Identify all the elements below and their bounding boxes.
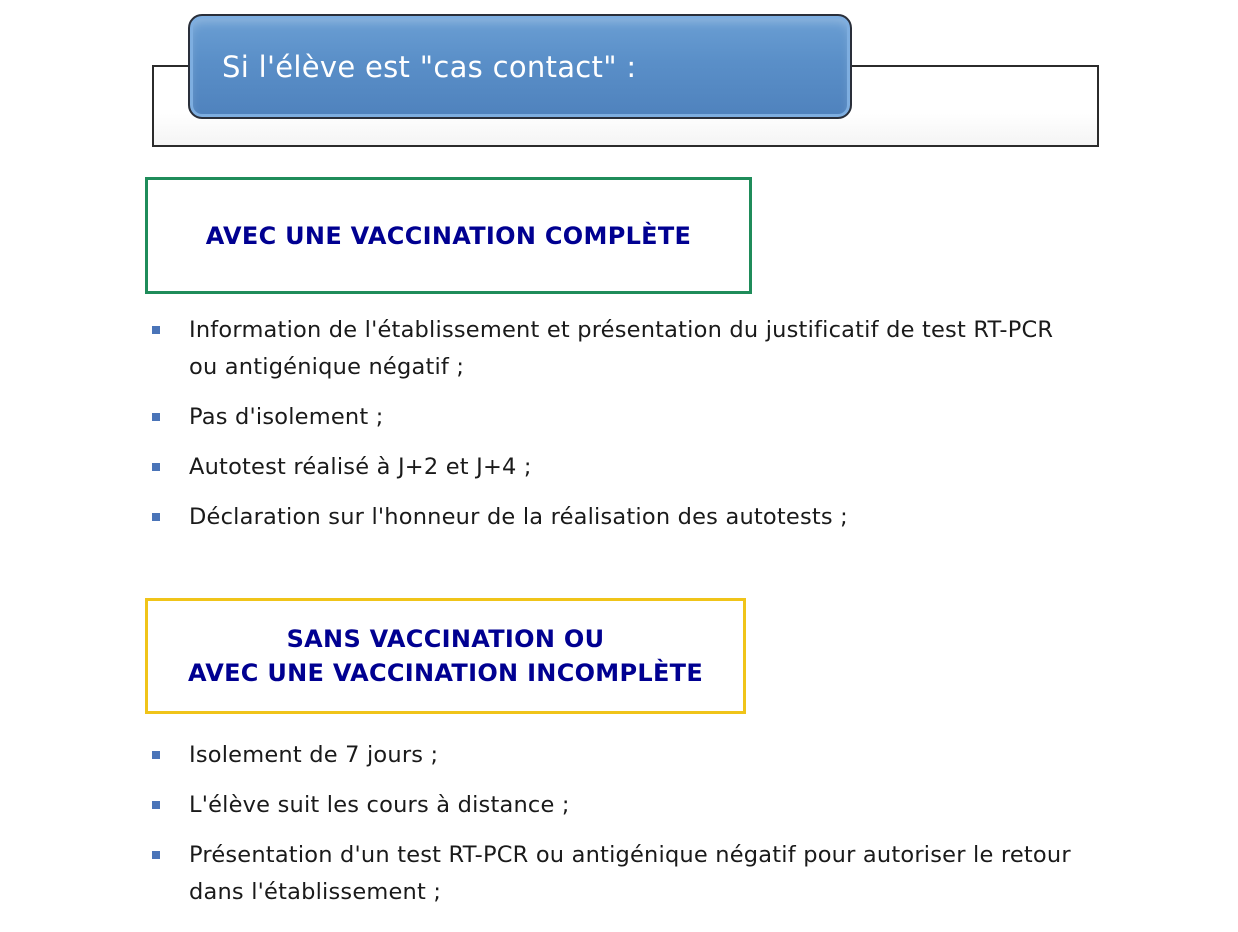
list-item [152,837,1082,911]
list-item-text: Pas d'isolement ; [189,404,384,430]
section-heading-line: AVEC UNE VACCINATION COMPLÈTE [205,221,692,250]
unvaccinated-rules-list [152,737,1082,924]
list-item-text: Isolement de 7 jours ; [189,742,439,768]
page-title: Si l'élève est "cas contact" : [222,50,637,84]
square-bullet-icon [152,851,160,859]
list-item-text: Déclaration sur l'honneur de la réalisation des autotests ; [189,504,848,530]
list-item [152,787,1082,824]
list-item [152,399,1082,436]
section-heading-line: SANS VACCINATION OU [286,625,605,653]
square-bullet-icon [152,751,160,759]
list-item-text: L'élève suit les cours à distance ; [189,792,570,818]
list-item-text: Autotest réalisé à J+2 et J+4 ; [189,454,532,480]
list-item [152,449,1082,486]
square-bullet-icon [152,326,160,334]
section-heading-vaccinated [145,177,752,294]
square-bullet-icon [152,413,160,421]
title-banner [188,14,852,119]
square-bullet-icon [152,463,160,471]
section-heading-unvaccinated [145,598,746,714]
list-item-text: Présentation d'un test RT-PCR ou antigénique négatif pour autoriser le retour dans l'établissement ; [189,842,1071,905]
list-item [152,737,1082,774]
square-bullet-icon [152,801,160,809]
list-item-text: Information de l'établissement et présentation du justificatif de test RT-PCR ou antigénique négatif ; [189,317,1054,380]
list-item [152,499,1082,536]
list-item [152,312,1082,386]
vaccinated-rules-list [152,312,1082,549]
square-bullet-icon [152,513,160,521]
section-heading-line: AVEC UNE VACCINATION INCOMPLÈTE [187,659,704,687]
